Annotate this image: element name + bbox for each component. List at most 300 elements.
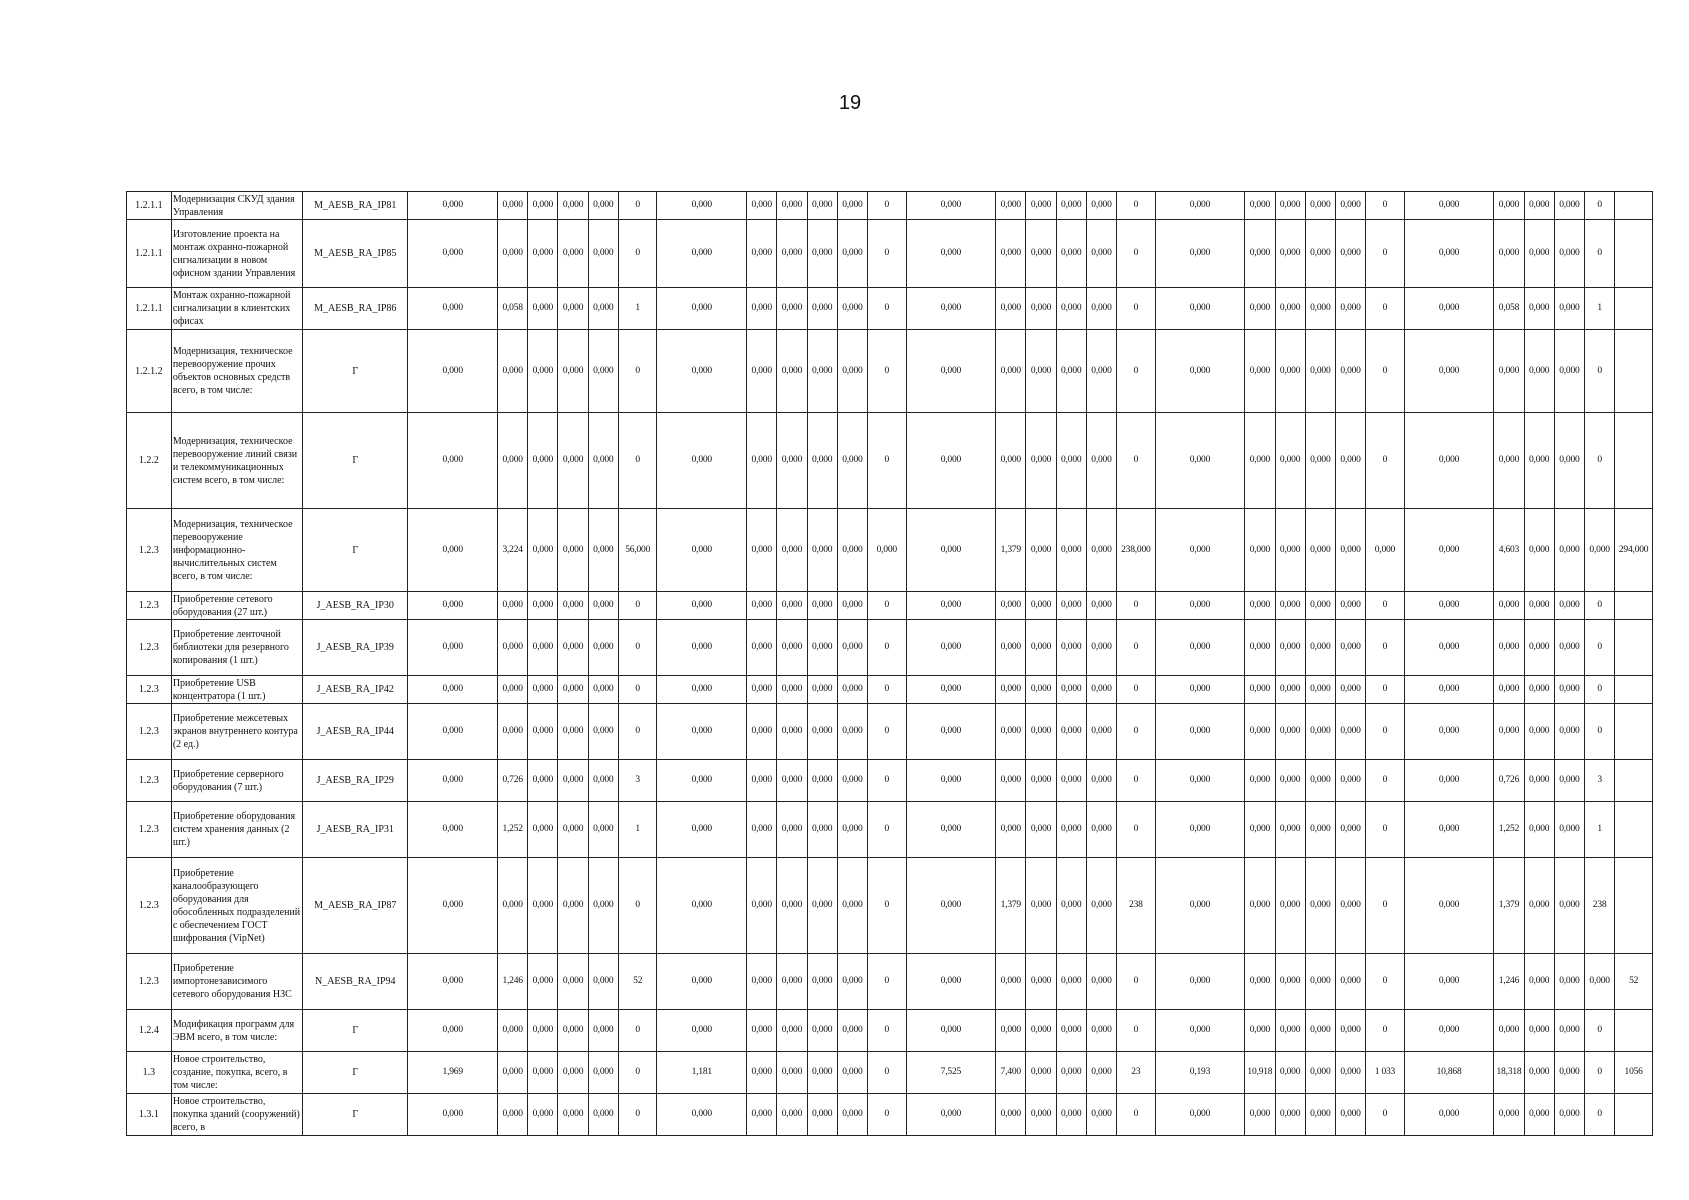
value-cell: 0,000 bbox=[1086, 760, 1116, 802]
value-cell: 0,000 bbox=[996, 1010, 1026, 1052]
value-cell: 0,000 bbox=[1335, 1010, 1365, 1052]
value-cell: 0,000 bbox=[1524, 330, 1554, 413]
value-cell: 0,000 bbox=[1056, 760, 1086, 802]
row-code: 1.2.3 bbox=[127, 760, 172, 802]
value-cell: 1 033 bbox=[1366, 1052, 1405, 1094]
value-cell: 0,000 bbox=[558, 760, 588, 802]
value-cell: 1,969 bbox=[408, 1052, 498, 1094]
value-cell: 0,000 bbox=[1554, 592, 1584, 620]
value-cell: 0,000 bbox=[657, 704, 747, 760]
value-cell: 10,918 bbox=[1245, 1052, 1275, 1094]
value-cell: 7,400 bbox=[996, 1052, 1026, 1094]
value-cell: 0,000 bbox=[1404, 1094, 1494, 1136]
value-cell: 0 bbox=[1585, 1010, 1615, 1052]
row-identifier: J_AESB_RA_IP44 bbox=[303, 704, 408, 760]
value-cell: 0 bbox=[868, 288, 907, 330]
value-cell: 0,000 bbox=[1056, 220, 1086, 288]
value-cell: 0,000 bbox=[906, 1010, 996, 1052]
value-cell: 0,000 bbox=[807, 704, 837, 760]
value-cell: 0,000 bbox=[1275, 1052, 1305, 1094]
value-cell: 0 bbox=[1585, 330, 1615, 413]
value-cell: 0,000 bbox=[1404, 220, 1494, 288]
value-cell: 0,000 bbox=[1026, 954, 1056, 1010]
value-cell: 0,000 bbox=[558, 413, 588, 509]
value-cell: 1 bbox=[1585, 288, 1615, 330]
row-code: 1.2.3 bbox=[127, 954, 172, 1010]
value-cell: 0,000 bbox=[807, 220, 837, 288]
value-cell: 0,000 bbox=[1554, 413, 1584, 509]
value-cell: 0,000 bbox=[1305, 1094, 1335, 1136]
value-cell: 0,000 bbox=[558, 704, 588, 760]
value-cell: 0,000 bbox=[807, 760, 837, 802]
value-cell: 0,000 bbox=[807, 330, 837, 413]
value-cell: 0,000 bbox=[1155, 592, 1245, 620]
value-cell: 0,000 bbox=[837, 1010, 867, 1052]
value-cell: 0 bbox=[1366, 592, 1405, 620]
value-cell: 0,000 bbox=[498, 192, 528, 220]
value-cell: 0,000 bbox=[657, 413, 747, 509]
value-cell: 0,000 bbox=[498, 858, 528, 954]
value-cell: 1 bbox=[618, 288, 657, 330]
row-identifier: N_AESB_RA_IP94 bbox=[303, 954, 408, 1010]
value-cell: 0,000 bbox=[657, 330, 747, 413]
value-cell: 0,000 bbox=[1404, 288, 1494, 330]
value-cell: 0,000 bbox=[1494, 220, 1524, 288]
value-cell: 0,000 bbox=[996, 413, 1026, 509]
value-cell: 0,000 bbox=[1494, 592, 1524, 620]
value-cell: 0,000 bbox=[1494, 413, 1524, 509]
value-cell: 0,000 bbox=[807, 1052, 837, 1094]
table-row bbox=[127, 413, 1653, 509]
value-cell: 0,000 bbox=[1056, 676, 1086, 704]
value-cell: 0,000 bbox=[1056, 192, 1086, 220]
value-cell: 0,000 bbox=[1335, 1094, 1365, 1136]
empty-cell bbox=[1615, 676, 1653, 704]
value-cell: 0,000 bbox=[1524, 288, 1554, 330]
value-cell: 0,000 bbox=[588, 954, 618, 1010]
value-cell: 0,000 bbox=[1275, 413, 1305, 509]
value-cell: 0,000 bbox=[528, 1052, 558, 1094]
value-cell: 0,000 bbox=[588, 1094, 618, 1136]
value-cell: 0,000 bbox=[408, 620, 498, 676]
empty-cell bbox=[1615, 288, 1653, 330]
value-cell: 0,000 bbox=[1554, 802, 1584, 858]
value-cell: 0,000 bbox=[1554, 330, 1584, 413]
value-cell: 0 bbox=[868, 1094, 907, 1136]
value-cell: 0,000 bbox=[1554, 954, 1584, 1010]
value-cell: 0,000 bbox=[1026, 413, 1056, 509]
empty-cell bbox=[1615, 858, 1653, 954]
value-cell: 0,000 bbox=[528, 288, 558, 330]
row-name: Приобретение оборудования систем хранения данных (2 шт.) bbox=[171, 802, 302, 858]
row-identifier: J_AESB_RA_IP30 bbox=[303, 592, 408, 620]
value-cell: 0,000 bbox=[906, 413, 996, 509]
value-cell: 0,000 bbox=[498, 592, 528, 620]
value-cell: 1,252 bbox=[498, 802, 528, 858]
value-cell: 0,000 bbox=[588, 288, 618, 330]
value-cell: 0,000 bbox=[1275, 330, 1305, 413]
value-cell: 0,000 bbox=[1404, 1010, 1494, 1052]
value-cell: 0,000 bbox=[1086, 413, 1116, 509]
value-cell: 0,000 bbox=[996, 592, 1026, 620]
value-cell: 0,000 bbox=[408, 413, 498, 509]
value-cell: 3 bbox=[1585, 760, 1615, 802]
value-cell: 0,000 bbox=[1245, 1094, 1275, 1136]
value-cell: 0,000 bbox=[1494, 1094, 1524, 1136]
value-cell: 0 bbox=[868, 192, 907, 220]
value-cell: 0,000 bbox=[408, 760, 498, 802]
value-cell: 0,000 bbox=[1245, 620, 1275, 676]
value-cell: 0,000 bbox=[747, 954, 777, 1010]
row-identifier: M_AESB_RA_IP87 bbox=[303, 858, 408, 954]
value-cell: 0,000 bbox=[1585, 954, 1615, 1010]
table-row bbox=[127, 676, 1653, 704]
value-cell: 0,000 bbox=[1335, 858, 1365, 954]
value-cell: 0 bbox=[618, 220, 657, 288]
value-cell: 0,000 bbox=[558, 592, 588, 620]
row-code: 1.2.3 bbox=[127, 676, 172, 704]
value-cell: 56,000 bbox=[618, 509, 657, 592]
value-cell: 0,000 bbox=[1245, 858, 1275, 954]
value-cell: 0,000 bbox=[558, 802, 588, 858]
value-cell: 0,000 bbox=[1275, 858, 1305, 954]
value-cell: 0,000 bbox=[996, 220, 1026, 288]
value-cell: 0,000 bbox=[1404, 760, 1494, 802]
value-cell: 0,000 bbox=[1305, 288, 1335, 330]
value-cell: 0,000 bbox=[1524, 858, 1554, 954]
value-cell: 0,000 bbox=[528, 330, 558, 413]
value-cell: 0,000 bbox=[1275, 704, 1305, 760]
value-cell: 0,000 bbox=[837, 760, 867, 802]
row-name: Приобретение USB концентратора (1 шт.) bbox=[171, 676, 302, 704]
value-cell: 0,000 bbox=[558, 858, 588, 954]
row-name: Приобретение ленточной библиотеки для резервного копирования (1 шт.) bbox=[171, 620, 302, 676]
value-cell: 0,000 bbox=[1524, 509, 1554, 592]
value-cell: 0 bbox=[868, 858, 907, 954]
value-cell: 0,000 bbox=[996, 1094, 1026, 1136]
value-cell: 0,000 bbox=[588, 1010, 618, 1052]
value-cell: 0,000 bbox=[777, 704, 807, 760]
value-cell: 0,000 bbox=[1086, 1010, 1116, 1052]
row-identifier: Г bbox=[303, 413, 408, 509]
table-row bbox=[127, 509, 1653, 592]
value-cell: 0,000 bbox=[1086, 620, 1116, 676]
value-cell: 0,000 bbox=[1404, 413, 1494, 509]
empty-cell bbox=[1615, 413, 1653, 509]
value-cell: 0,000 bbox=[588, 413, 618, 509]
value-cell: 0,000 bbox=[1305, 802, 1335, 858]
value-cell: 294,000 bbox=[1615, 509, 1653, 592]
value-cell: 0,000 bbox=[1056, 330, 1086, 413]
value-cell: 0 bbox=[868, 1052, 907, 1094]
value-cell: 0 bbox=[868, 954, 907, 1010]
value-cell: 0 bbox=[1117, 220, 1156, 288]
value-cell: 0,000 bbox=[1026, 1010, 1056, 1052]
value-cell: 238 bbox=[1585, 858, 1615, 954]
value-cell: 0,000 bbox=[807, 802, 837, 858]
value-cell: 0,000 bbox=[528, 220, 558, 288]
row-name: Приобретение импортонезависимого сетевого оборудования НЗС bbox=[171, 954, 302, 1010]
empty-cell bbox=[1615, 220, 1653, 288]
value-cell: 0,000 bbox=[1026, 802, 1056, 858]
value-cell: 0 bbox=[868, 330, 907, 413]
value-cell: 0,000 bbox=[906, 704, 996, 760]
value-cell: 0,000 bbox=[747, 413, 777, 509]
value-cell: 0,000 bbox=[868, 509, 907, 592]
value-cell: 1,252 bbox=[1494, 802, 1524, 858]
value-cell: 0,000 bbox=[1335, 413, 1365, 509]
value-cell: 0,000 bbox=[558, 1010, 588, 1052]
value-cell: 0,000 bbox=[408, 288, 498, 330]
value-cell: 0,000 bbox=[777, 954, 807, 1010]
value-cell: 0,000 bbox=[528, 592, 558, 620]
investment-program-table bbox=[126, 191, 1653, 1136]
value-cell: 0,000 bbox=[837, 620, 867, 676]
value-cell: 0,000 bbox=[588, 760, 618, 802]
value-cell: 0,000 bbox=[996, 802, 1026, 858]
value-cell: 0,000 bbox=[528, 192, 558, 220]
value-cell: 0,000 bbox=[1524, 592, 1554, 620]
value-cell: 0,000 bbox=[747, 1052, 777, 1094]
value-cell: 0,000 bbox=[1086, 704, 1116, 760]
value-cell: 0,000 bbox=[1056, 954, 1086, 1010]
row-name: Новое строительство, покупка зданий (сооружений) всего, в bbox=[171, 1094, 302, 1136]
value-cell: 1,379 bbox=[996, 858, 1026, 954]
value-cell: 0,000 bbox=[1086, 220, 1116, 288]
empty-cell bbox=[1615, 802, 1653, 858]
value-cell: 0,000 bbox=[906, 288, 996, 330]
value-cell: 1,379 bbox=[1494, 858, 1524, 954]
value-cell: 0,000 bbox=[807, 676, 837, 704]
value-cell: 0 bbox=[868, 760, 907, 802]
value-cell: 0,193 bbox=[1155, 1052, 1245, 1094]
value-cell: 0,000 bbox=[1335, 192, 1365, 220]
value-cell: 0,000 bbox=[1245, 802, 1275, 858]
value-cell: 0,000 bbox=[1524, 704, 1554, 760]
value-cell: 0,000 bbox=[1155, 509, 1245, 592]
value-cell: 0,000 bbox=[1524, 1052, 1554, 1094]
row-identifier: Г bbox=[303, 330, 408, 413]
value-cell: 0,000 bbox=[408, 220, 498, 288]
value-cell: 0,000 bbox=[1245, 954, 1275, 1010]
value-cell: 0 bbox=[618, 592, 657, 620]
value-cell: 0,000 bbox=[528, 1010, 558, 1052]
row-code: 1.2.1.1 bbox=[127, 220, 172, 288]
value-cell: 0,000 bbox=[747, 1010, 777, 1052]
value-cell: 1 bbox=[1585, 802, 1615, 858]
value-cell: 0,000 bbox=[1554, 1010, 1584, 1052]
row-code: 1.3.1 bbox=[127, 1094, 172, 1136]
value-cell: 0,000 bbox=[1404, 192, 1494, 220]
value-cell: 0,000 bbox=[1335, 802, 1365, 858]
row-code: 1.2.1.1 bbox=[127, 288, 172, 330]
value-cell: 0,000 bbox=[1086, 192, 1116, 220]
value-cell: 0 bbox=[618, 1010, 657, 1052]
value-cell: 0,000 bbox=[408, 1010, 498, 1052]
value-cell: 0,000 bbox=[1404, 620, 1494, 676]
table-row bbox=[127, 954, 1653, 1010]
value-cell: 0,000 bbox=[408, 802, 498, 858]
value-cell: 0,000 bbox=[1026, 592, 1056, 620]
row-code: 1.2.2 bbox=[127, 413, 172, 509]
table-row bbox=[127, 220, 1653, 288]
value-cell: 0,000 bbox=[1155, 620, 1245, 676]
value-cell: 0,000 bbox=[1554, 220, 1584, 288]
value-cell: 0,000 bbox=[807, 509, 837, 592]
value-cell: 0,000 bbox=[528, 509, 558, 592]
value-cell: 0,058 bbox=[1494, 288, 1524, 330]
value-cell: 0,000 bbox=[747, 192, 777, 220]
value-cell: 0,000 bbox=[1155, 802, 1245, 858]
value-cell: 0,000 bbox=[528, 1094, 558, 1136]
empty-cell bbox=[1615, 620, 1653, 676]
value-cell: 0,000 bbox=[558, 192, 588, 220]
value-cell: 0,000 bbox=[1305, 220, 1335, 288]
row-code: 1.2.1.2 bbox=[127, 330, 172, 413]
value-cell: 0,058 bbox=[498, 288, 528, 330]
value-cell: 0 bbox=[1117, 592, 1156, 620]
value-cell: 0 bbox=[1117, 802, 1156, 858]
value-cell: 0,000 bbox=[777, 802, 807, 858]
value-cell: 0,000 bbox=[1155, 1094, 1245, 1136]
row-name: Приобретение каналообразующего оборудования для обособленных подразделений с обеспечением ГОСТ шифрования (VipNet) bbox=[171, 858, 302, 954]
value-cell: 0,000 bbox=[837, 858, 867, 954]
value-cell: 0 bbox=[1585, 592, 1615, 620]
row-identifier: M_AESB_RA_IP86 bbox=[303, 288, 408, 330]
value-cell: 0,000 bbox=[1086, 954, 1116, 1010]
value-cell: 0 bbox=[868, 220, 907, 288]
value-cell: 0,000 bbox=[777, 330, 807, 413]
value-cell: 0,000 bbox=[1554, 620, 1584, 676]
value-cell: 0,000 bbox=[1086, 676, 1116, 704]
value-cell: 0,000 bbox=[1275, 220, 1305, 288]
row-code: 1.2.3 bbox=[127, 620, 172, 676]
value-cell: 0,000 bbox=[1155, 330, 1245, 413]
table-body bbox=[127, 192, 1653, 1136]
value-cell: 0,000 bbox=[1524, 620, 1554, 676]
value-cell: 0,000 bbox=[1026, 509, 1056, 592]
value-cell: 0,000 bbox=[1524, 1010, 1554, 1052]
value-cell: 0,000 bbox=[408, 704, 498, 760]
empty-cell bbox=[1615, 1010, 1653, 1052]
value-cell: 0,000 bbox=[807, 192, 837, 220]
value-cell: 0,000 bbox=[1026, 330, 1056, 413]
value-cell: 0,000 bbox=[837, 1052, 867, 1094]
value-cell: 0,000 bbox=[408, 509, 498, 592]
value-cell: 0 bbox=[868, 592, 907, 620]
row-name: Новое строительство, создание, покупка, всего, в том числе: bbox=[171, 1052, 302, 1094]
value-cell: 0,000 bbox=[807, 592, 837, 620]
value-cell: 0,000 bbox=[657, 858, 747, 954]
value-cell: 0,000 bbox=[1305, 413, 1335, 509]
value-cell: 0,000 bbox=[906, 858, 996, 954]
value-cell: 0,000 bbox=[498, 676, 528, 704]
row-name: Модификация программ для ЭВМ всего, в том числе: bbox=[171, 1010, 302, 1052]
value-cell: 0 bbox=[1117, 413, 1156, 509]
value-cell: 0,000 bbox=[1056, 288, 1086, 330]
value-cell: 0,000 bbox=[498, 413, 528, 509]
value-cell: 0,000 bbox=[777, 592, 807, 620]
table-row bbox=[127, 192, 1653, 220]
value-cell: 0,000 bbox=[1155, 192, 1245, 220]
value-cell: 0 bbox=[1117, 1094, 1156, 1136]
row-name: Приобретение сетевого оборудования (27 шт.) bbox=[171, 592, 302, 620]
value-cell: 0,000 bbox=[1155, 676, 1245, 704]
value-cell: 1,246 bbox=[1494, 954, 1524, 1010]
value-cell: 0,000 bbox=[1305, 858, 1335, 954]
value-cell: 0,000 bbox=[1056, 1052, 1086, 1094]
row-identifier: J_AESB_RA_IP29 bbox=[303, 760, 408, 802]
value-cell: 0,000 bbox=[1305, 760, 1335, 802]
value-cell: 0,000 bbox=[1245, 509, 1275, 592]
value-cell: 0,000 bbox=[498, 1052, 528, 1094]
row-identifier: J_AESB_RA_IP31 bbox=[303, 802, 408, 858]
value-cell: 0,000 bbox=[588, 858, 618, 954]
value-cell: 238 bbox=[1117, 858, 1156, 954]
value-cell: 0,000 bbox=[906, 676, 996, 704]
value-cell: 0 bbox=[1366, 760, 1405, 802]
value-cell: 0,000 bbox=[1275, 1094, 1305, 1136]
value-cell: 0,000 bbox=[807, 288, 837, 330]
row-code: 1.2.3 bbox=[127, 802, 172, 858]
value-cell: 0,000 bbox=[1245, 288, 1275, 330]
value-cell: 0,000 bbox=[747, 704, 777, 760]
row-code: 1.2.3 bbox=[127, 858, 172, 954]
value-cell: 0,000 bbox=[1056, 413, 1086, 509]
value-cell: 0,000 bbox=[558, 288, 588, 330]
empty-cell bbox=[1615, 592, 1653, 620]
value-cell: 0,000 bbox=[558, 330, 588, 413]
value-cell: 0,000 bbox=[1494, 330, 1524, 413]
value-cell: 0,000 bbox=[1245, 413, 1275, 509]
value-cell: 0,000 bbox=[1086, 858, 1116, 954]
value-cell: 0 bbox=[868, 704, 907, 760]
value-cell: 0,000 bbox=[408, 192, 498, 220]
value-cell: 0,000 bbox=[588, 1052, 618, 1094]
row-name: Модернизация СКУД здания Управления bbox=[171, 192, 302, 220]
value-cell: 0,000 bbox=[498, 1010, 528, 1052]
value-cell: 0,000 bbox=[1245, 592, 1275, 620]
value-cell: 0,000 bbox=[996, 620, 1026, 676]
table-row bbox=[127, 1010, 1653, 1052]
value-cell: 0,000 bbox=[657, 288, 747, 330]
value-cell: 0,000 bbox=[1524, 676, 1554, 704]
value-cell: 0,000 bbox=[1554, 676, 1584, 704]
value-cell: 0,000 bbox=[1585, 509, 1615, 592]
value-cell: 0 bbox=[1585, 220, 1615, 288]
row-name: Монтаж охранно-пожарной сигнализации в клиентских офисах bbox=[171, 288, 302, 330]
value-cell: 0,000 bbox=[1056, 858, 1086, 954]
value-cell: 0,000 bbox=[1524, 220, 1554, 288]
value-cell: 0 bbox=[1585, 704, 1615, 760]
value-cell: 0,000 bbox=[996, 288, 1026, 330]
value-cell: 0,000 bbox=[1554, 288, 1584, 330]
value-cell: 0,726 bbox=[1494, 760, 1524, 802]
value-cell: 0 bbox=[1585, 676, 1615, 704]
value-cell: 0,000 bbox=[657, 620, 747, 676]
value-cell: 0 bbox=[1585, 1094, 1615, 1136]
value-cell: 0,000 bbox=[1026, 760, 1056, 802]
row-code: 1.3 bbox=[127, 1052, 172, 1094]
value-cell: 0,000 bbox=[1305, 509, 1335, 592]
value-cell: 0 bbox=[1585, 620, 1615, 676]
row-code: 1.2.3 bbox=[127, 509, 172, 592]
value-cell: 0 bbox=[1585, 192, 1615, 220]
value-cell: 0,000 bbox=[906, 592, 996, 620]
value-cell: 0,000 bbox=[837, 954, 867, 1010]
row-name: Приобретение серверного оборудования (7 шт.) bbox=[171, 760, 302, 802]
value-cell: 4,603 bbox=[1494, 509, 1524, 592]
